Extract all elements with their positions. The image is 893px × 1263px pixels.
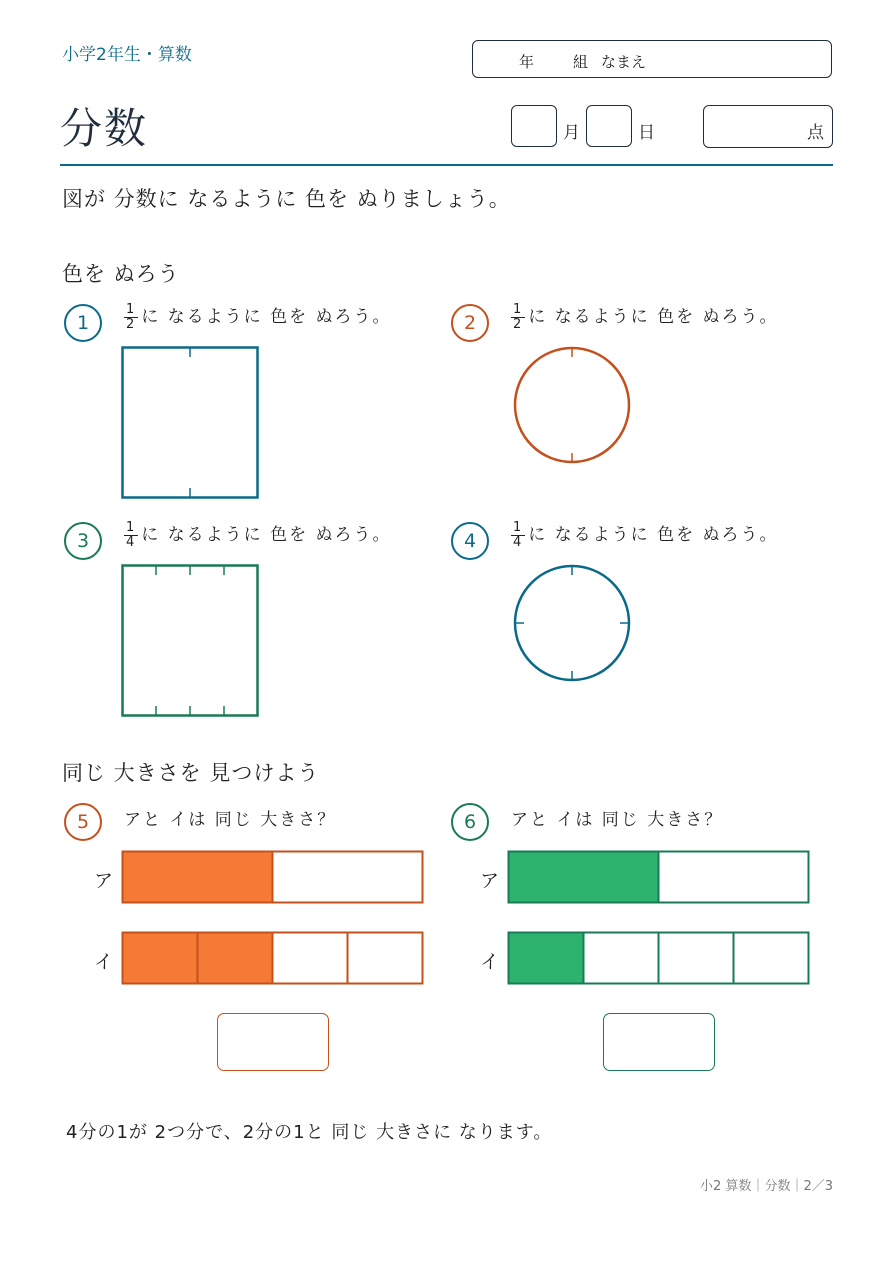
question-6-text: アと イは 同じ 大きさ？ bbox=[511, 810, 724, 830]
question-number-2: 2 bbox=[451, 304, 489, 342]
question-number-1: 1 bbox=[64, 304, 102, 342]
question-1-text: $\frac{1}{2}$ に なるように 色を ぬろう。 bbox=[126, 301, 392, 332]
section-heading-color: 色を ぬろう bbox=[62, 262, 180, 286]
rectangle-halves[interactable] bbox=[120, 345, 262, 501]
bar-i-quarters bbox=[507, 931, 811, 985]
fraction: $\frac{1}{2}$ bbox=[126, 301, 137, 332]
question-number-3: 3 bbox=[64, 522, 102, 560]
answer-box-6[interactable] bbox=[603, 1013, 715, 1071]
fraction: $\frac{1}{4}$ bbox=[513, 519, 524, 550]
instruction: 図が 分数に なるように 色を ぬりましょう。 bbox=[62, 187, 511, 211]
month-label: 月 bbox=[563, 123, 580, 143]
day-label: 日 bbox=[638, 123, 655, 143]
bar-label-a: ア bbox=[94, 870, 114, 892]
question-number-5: 5 bbox=[64, 803, 102, 841]
explanation-note: 4分の1が 2つ分で、2分の1と 同じ 大きさに なります。 bbox=[66, 1122, 553, 1143]
grade-subject: 小学2年生・算数 bbox=[62, 45, 192, 65]
question-number-6: 6 bbox=[451, 803, 489, 841]
fraction: $\frac{1}{4}$ bbox=[126, 519, 137, 550]
question-number-4: 4 bbox=[451, 522, 489, 560]
name-label: なまえ bbox=[601, 53, 647, 71]
score-label: 点 bbox=[807, 123, 824, 143]
rectangle-quarters[interactable] bbox=[120, 563, 262, 719]
bar-label-i: イ bbox=[94, 951, 114, 973]
circle-halves[interactable] bbox=[512, 345, 632, 465]
name-box[interactable] bbox=[472, 40, 832, 78]
bar-a-halves bbox=[121, 850, 425, 904]
question-2-text: $\frac{1}{2}$ に なるように 色を ぬろう。 bbox=[513, 301, 779, 332]
fraction: $\frac{1}{2}$ bbox=[513, 301, 524, 332]
name-year-label: 年 bbox=[519, 53, 535, 71]
question-5-text: アと イは 同じ 大きさ？ bbox=[124, 810, 337, 830]
month-box[interactable] bbox=[511, 105, 557, 147]
day-box[interactable] bbox=[586, 105, 632, 147]
circle-quarters[interactable] bbox=[512, 563, 632, 683]
bar-label-i: イ bbox=[480, 951, 500, 973]
header-divider bbox=[60, 164, 833, 166]
score-box[interactable] bbox=[703, 105, 833, 148]
page-title: 分数 bbox=[60, 104, 149, 153]
section-heading-same-size: 同じ 大きさを 見つけよう bbox=[62, 761, 320, 785]
page-footer: 小2 算数｜分数｜2／3 bbox=[700, 1179, 833, 1194]
bar-label-a: ア bbox=[480, 870, 500, 892]
answer-box-5[interactable] bbox=[217, 1013, 329, 1071]
bar-a-halves bbox=[507, 850, 811, 904]
question-3-text: $\frac{1}{4}$ に なるように 色を ぬろう。 bbox=[126, 519, 392, 550]
question-4-text: $\frac{1}{4}$ に なるように 色を ぬろう。 bbox=[513, 519, 779, 550]
bar-i-quarters bbox=[121, 931, 425, 985]
name-class-label: 組 bbox=[573, 53, 589, 71]
